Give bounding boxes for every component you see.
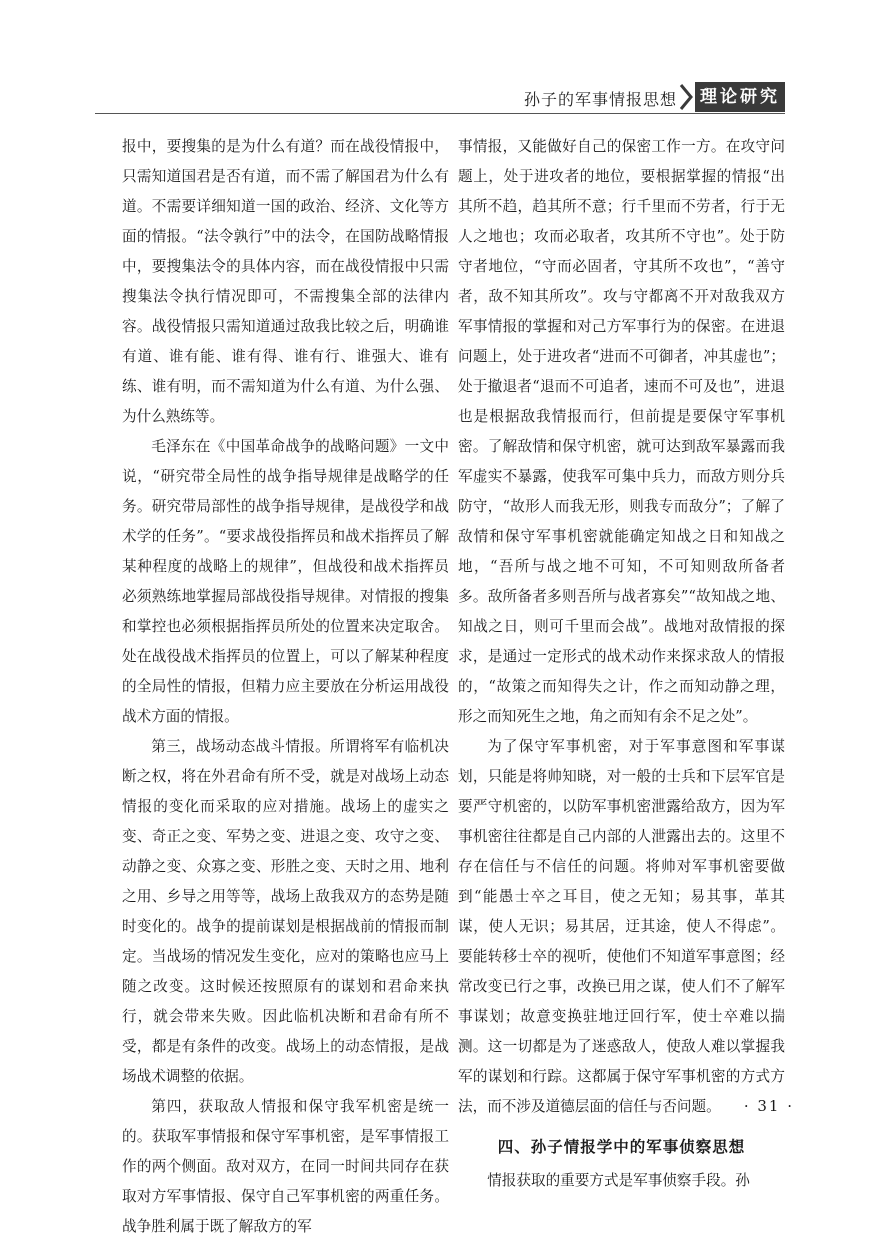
left-paragraph-1: 报中，要搜集的是为什么有道？而在战役情报中，只需知道国君是否有道，而不需了解国君为什么有道。不需要详细知道一国的政治、经济、文化等方面的情报。“法令孰行”中的法令，在国防战略情报中，要搜集法令的具体内容，而在战役情报中只需搜集法令执行情况即可，不需搜集全部的法律内容。战役情报只需知道通过敌我比较之后，明确谁有道、谁有能、谁有得、谁有行、谁强大、谁有练、谁有明，而不需知道为什么有道、为什么强、为什么熟练等。 [122,138,449,425]
left-paragraph-2: 毛泽东在《中国革命战争的战略问题》一文中说，“研究带全局性的战争指导规律是战略学的任务。研究带局部性的战争指导规律，是战役学和战术学的任务”。“要求战役指挥员和战术指挥员了解某种程度的战略上的规律”，但战役和战术指挥员必须熟练地掌握局部战役指导规律。对情报的搜集和掌控也必须根据指挥员所处的位置来决定取舍。处在战役战术指挥员的位置上，可以了解某种程度的全局性的情报，但精力应主要放在分析运用战役战术方面的情报。 [122,438,449,725]
left-column [122,132,449,1242]
left-paragraph-4: 第四，获取敌人情报和保守我军机密是统一的。获取军事情报和保守军事机密，是军事情报工作的两个侧面。敌对双方，在同一时间共同存在获取对方军事情报、保守自己军事机密的两重任务。战争胜利属于既了解敌方的军 [122,1098,449,1235]
header-rule [95,113,785,114]
running-header [95,82,785,114]
right-paragraph-3: 情报获取的重要方式是军事侦察手段。孙 [487,1172,750,1189]
chevron-divider-icon [679,84,693,110]
running-title: 孙子的军事情报思想 [523,90,677,109]
left-paragraph-3: 第三，战场动态战斗情报。所谓将军有临机决断之权，将在外君命有所不受，就是对战场上动态情报的变化而采取的应对措施。战场上的虚实之变、奇正之变、军势之变、进退之变、攻守之变、动静之变、众寡之变、形胜之变、天时之用、地利之用、乡导之用等等，战场上敌我双方的态势是随时变化的。战争的提前谋划是根据战前的情报而制定。当战场的情况发生变化，应对的策略也应马上随之改变。这时候还按照原有的谋划和君命来执行，就会带来失败。因此临机决断和君命有所不受，都是有条件的改变。战场上的动态情报，是战场战术调整的依据。 [122,738,449,1085]
right-column [458,132,785,1196]
right-paragraph-1: 事情报，又能做好自己的保密工作一方。在攻守问题上，处于进攻者的地位，要根据掌握的情报“出其所不趋，趋其所不意；行千里而不劳者，行于无人之地也；攻而必取者，攻其所不守也”。处于防守者地位，“守而必固者，守其所不攻也”，“善守者，敌不知其所攻”。攻与守都离不开对敌我双方军事情报的掌握和对己方军事行为的保密。在进退问题上，处于进攻者“进而不可御者，冲其虚也”；处于撤退者“退而不可追者，速而不可及也”，进退也是根据敌我情报而行，但前提是要保守军事机密。了解敌情和保守机密，就可达到敌军暴露而我军虚实不暴露，使我军可集中兵力，而敌方则分兵防守，“故形人而我无形，则我专而敌分”；了解了敌情和保守军事机密就能确定知战之日和知战之地，“吾所与战之地不可知，不可知则敌所备者多。敌所备者多则吾所与战者寡矣”“故知战之地、知战之日，则可千里而会战”。战地对敌情报的探求，是通过一定形式的战术动作来探求敌人的情报的，“故策之而知得失之计，作之而知动静之理，形之而知死生之地，角之而知有余不足之处”。 [458,138,785,725]
page-number: · 31 · [743,1097,794,1115]
right-paragraph-2: 为了保守军事机密，对于军事意图和军事谋划，只能是将帅知晓，对一般的士兵和下层军官是要严守机密的，以防军事机密泄露给敌方，因为军事机密往往都是自己内部的人泄露出去的。这里不存在信任与不信任的问题。将帅对军事机密要做到“能愚士卒之耳目，使之无知；易其事，革其谋，使人无识；易其居，迂其途，使人不得虑”。要能转移士卒的视听，使他们不知道军事意图；经常改变已行之事，改换已用之谋，使人们不了解军事谋划；故意变换驻地迂回行军，使士卒难以揣测。这一切都是为了迷惑敌人，使敌人难以掌握我军的谋划和行踪。这都属于保守军事机密的方式方法，而不涉及道德层面的信任与否问题。 [458,738,785,1115]
section-badge: 理论研究 [695,82,785,112]
section-heading: 四、孙子情报学中的军事侦察思想 [497,1138,746,1156]
